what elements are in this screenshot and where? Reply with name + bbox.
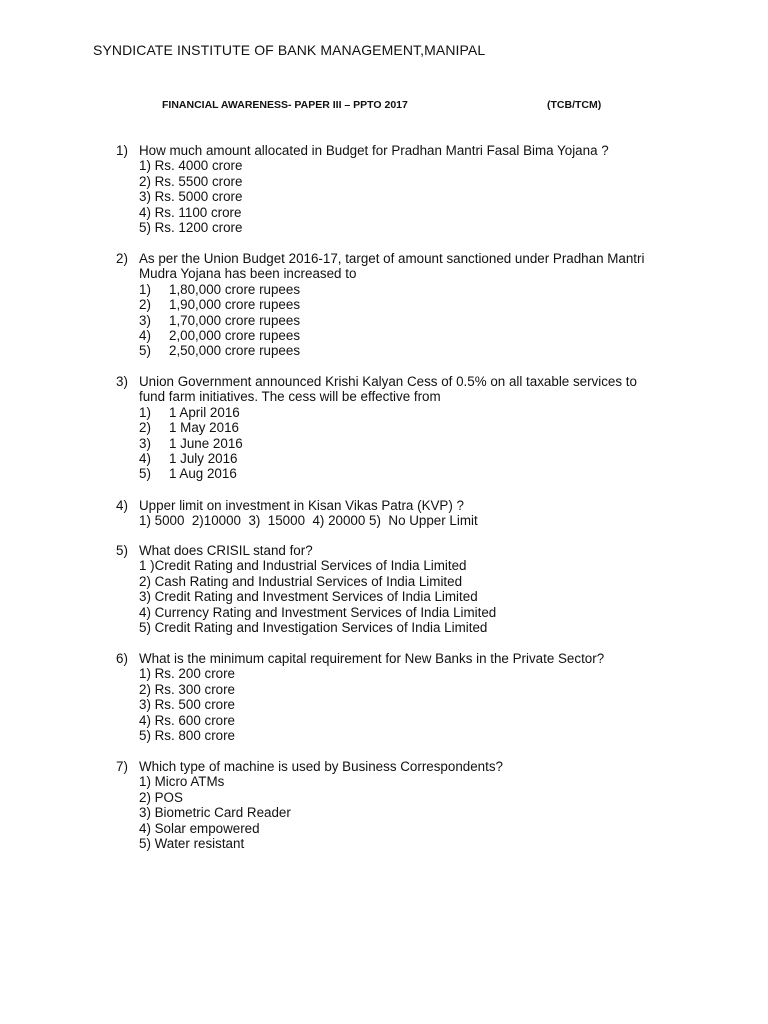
option: 4) Currency Rating and Investment Services of India Limited	[139, 604, 497, 620]
question-number: 4)	[116, 498, 128, 513]
question-number: 6)	[116, 651, 128, 666]
question-text: What is the minimum capital requirement for New Banks in the Private Sector?	[139, 651, 605, 666]
question-number: 2)	[116, 251, 128, 266]
question-number: 3)	[116, 374, 128, 389]
option-text: 1,90,000 crore rupees	[169, 297, 301, 313]
option-text: 1 Aug 2016	[169, 466, 237, 482]
question-number: 5)	[116, 543, 128, 558]
option: 2) Rs. 5500 crore	[139, 173, 243, 189]
option-text: 1 June 2016	[169, 435, 243, 451]
option-number: 4)	[139, 328, 151, 343]
option-text: 1 April 2016	[169, 404, 240, 420]
option: 4) Rs. 600 crore	[139, 712, 236, 728]
question-number: 1)	[116, 143, 128, 158]
option: 3) Credit Rating and Investment Services of India Limited	[139, 589, 478, 605]
option: 3) Biometric Card Reader	[139, 805, 291, 821]
paper-title: FINANCIAL AWARENESS- PAPER III – PPTO 2017	[162, 99, 408, 111]
option-number: 3)	[139, 435, 151, 451]
option-text: 2,50,000 crore rupees	[169, 343, 301, 359]
question-text-line: As per the Union Budget 2016-17, target of amount sanctioned under Pradhan Mantri	[139, 251, 645, 266]
option-text: 1,70,000 crore rupees	[169, 312, 301, 328]
institute-name: SYNDICATE INSTITUTE OF BANK MANAGEMENT,MANIPAL	[93, 42, 486, 58]
option-number: 1)	[139, 281, 151, 297]
option-text: 1 July 2016	[169, 451, 238, 466]
option: 2) Cash Rating and Industrial Services of India Limited	[139, 573, 463, 589]
option: 3) Rs. 5000 crore	[139, 189, 243, 205]
option: 4) Rs. 1100 crore	[139, 204, 242, 220]
option: 5) Water resistant	[139, 836, 245, 851]
question-text-line: Union Government announced Krishi Kalyan Cess of 0.5% on all taxable services to	[139, 374, 637, 389]
option-number: 2)	[139, 420, 151, 436]
option: 4) Solar empowered	[139, 820, 260, 836]
option-number: 1)	[139, 404, 151, 420]
option-number: 4)	[139, 451, 151, 466]
option: 2) POS	[139, 789, 183, 805]
option-text: 1,80,000 crore rupees	[169, 281, 301, 297]
option: 5) Rs. 800 crore	[139, 728, 236, 743]
option: 1) Rs. 200 crore	[139, 666, 236, 682]
option: 1) Rs. 4000 crore	[139, 158, 243, 174]
option: 1) Micro ATMs	[139, 774, 225, 790]
option-number: 2)	[139, 297, 151, 313]
question-text: Which type of machine is used by Business Correspondents?	[139, 759, 503, 774]
option-text: 2,00,000 crore rupees	[169, 328, 301, 343]
question-text: How much amount allocated in Budget for Pradhan Mantri Fasal Bima Yojana ?	[139, 143, 609, 158]
option-text: 1 May 2016	[169, 420, 239, 436]
option-number: 5)	[139, 343, 151, 359]
option: 5) Credit Rating and Investigation Services of India Limited	[139, 620, 488, 635]
option: 3) Rs. 500 crore	[139, 697, 236, 713]
option: 2) Rs. 300 crore	[139, 681, 236, 697]
question-text-line: fund farm initiatives. The cess will be effective from	[139, 389, 441, 405]
question-text: Upper limit on investment in Kisan Vikas Patra (KVP) ?	[139, 498, 464, 513]
question-text: What does CRISIL stand for?	[139, 543, 313, 558]
option: 5) Rs. 1200 crore	[139, 220, 243, 235]
paper-code: (TCB/TCM)	[547, 99, 602, 111]
question-number: 7)	[116, 759, 128, 774]
option-number: 5)	[139, 466, 151, 482]
option-number: 3)	[139, 312, 151, 328]
option: 1) 5000 2)10000 3) 15000 4) 20000 5) No Upper Limit	[139, 513, 478, 529]
question-text-line: Mudra Yojana has been increased to	[139, 266, 357, 282]
option: 1 )Credit Rating and Industrial Services of India Limited	[139, 558, 467, 574]
